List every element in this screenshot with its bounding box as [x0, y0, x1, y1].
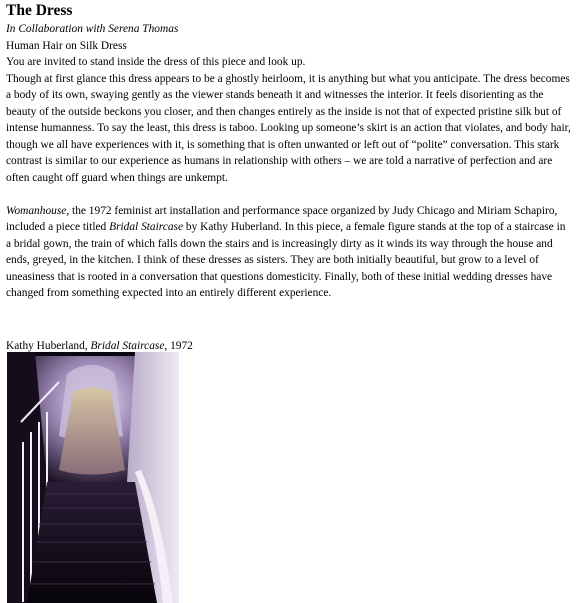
collaboration-credit: In Collaboration with Serena Thomas [6, 23, 179, 35]
paragraph-2-part-a: , the 1972 feminist art installation and performance space organized by Judy Chicago and Miriam Schapiro, included a piece titled [6, 204, 558, 233]
photo-illustration [7, 352, 179, 603]
medium-line: Human Hair on Silk Dress [6, 39, 127, 52]
paragraph-spacer [6, 186, 572, 203]
paragraph-1: Though at first glance this dress appears to be a ghostly heirloom, it is anything but what you anticipate. The dress becomes a body of its own, swaying gently as the viewer stands beneath it and witnesses the interior. It feels disorienting as the beauty of the outside beckons you closer, and then changes entirely as the inside is not that of expected pristine silk but of intense humanness. To say the least, this dress is taboo. Looking up someone’s skirt is an action that violates, and body hair, though we all have experiences with it, is something that is often unwanted or left out of “polite” conversation. This stark contrast is similar to our experience as humans in relationship with others – we are told a narrative of perfection and are often caught off guard when things are unkempt. [6, 72, 571, 184]
bridal-staircase-photo [7, 352, 179, 603]
page-title: The Dress [6, 2, 73, 19]
caption-year: 1972 [167, 339, 193, 352]
womanhouse-title: Womanhouse [6, 204, 67, 217]
article [6, 0, 572, 354]
caption-work: Bridal Staircase, [90, 339, 168, 352]
caption-spacer [6, 302, 572, 338]
paragraph-2-part-b: by Kathy Huberland. In this piece, a female figure stands at the top of a staircase in a bridal gown, the train of which falls down the stairs and is increasingly dirty as it winds its way through the house and ends, greyed, in the kitchen. I think of these dresses as sisters. They are both initially beautiful, but grow to a level of uneasiness that is rooted in a conversation that questions domesticity. Finally, both of these initial wedding dresses have changed from something expected into an entirely different experience. [6, 221, 566, 299]
caption-artist: Kathy Huberland, [6, 339, 91, 352]
paragraph-2 [6, 203, 572, 302]
bridal-staircase-title: Bridal Staircase [109, 221, 184, 233]
invitation-line: You are invited to stand inside the dress of this piece and look up. [6, 56, 306, 68]
